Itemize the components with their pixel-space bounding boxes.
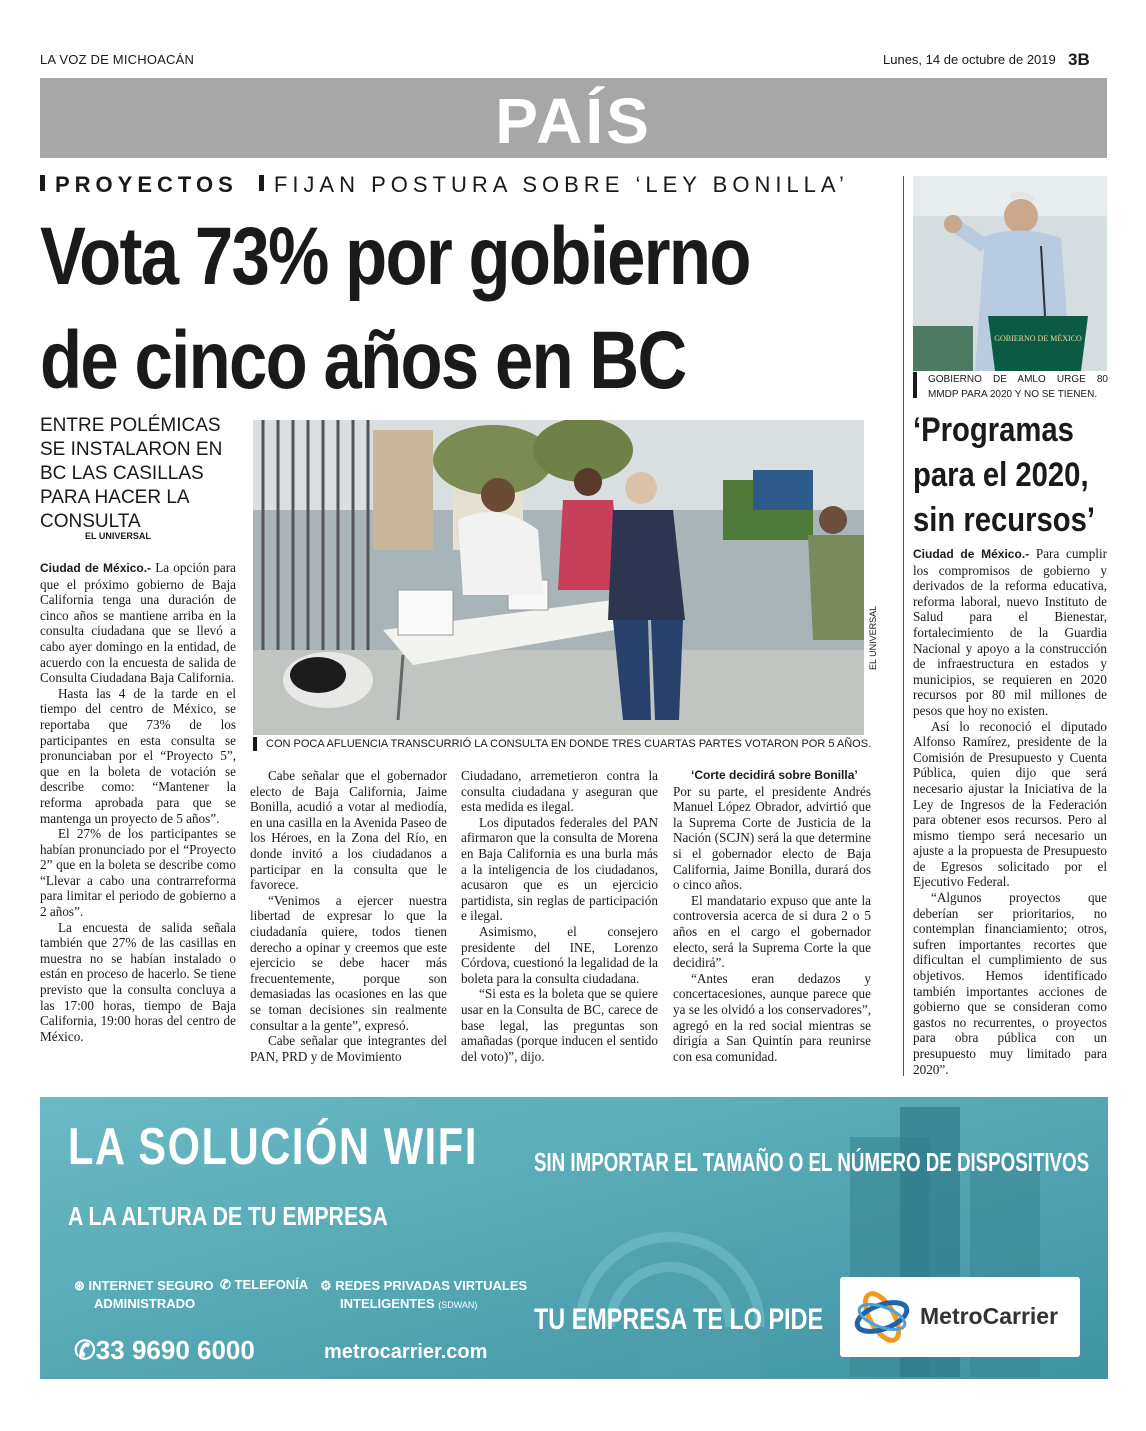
paragraph: Cabe señalar que el gobernador electo de Baja California, Jaime Bonilla, acudió a votar al mediodía, en una casilla en la Avenida Paseo de los Héroes, en la Zona del Río, en donde invitó a los ciudadanos a participar en la consulta que le favorece. [250,768,447,893]
side-photo-caption: GOBIERNO DE AMLO URGE 80 MMDP PARA 2020 Y NO SE TIENEN. [928,374,1108,400]
ad-feature-vpn: ⚙ REDES PRIVADAS VIRTUALES INTELIGENTES (SDWAN) [320,1278,528,1311]
column-divider [903,176,904,1076]
article-column-1 [40,560,236,1044]
podium-text: GOBIERNO DE MÉXICO [994,334,1082,343]
ad-brand-name: MetroCarrier [920,1303,1059,1329]
ad-phone[interactable]: ✆33 9690 6000 [74,1335,255,1365]
photo-credit: EL UNIVERSAL [868,605,878,670]
voting-scene-illustration [253,420,864,735]
kicker-bar [40,175,45,191]
article-byline: EL UNIVERSAL [85,531,151,541]
ad-tagline: SIN IMPORTAR EL TAMAÑO O EL NÚMERO DE DISPOSITIVOS [534,1147,1090,1177]
section-banner [40,78,1107,158]
paragraph: Hasta las 4 de la tarde en el tiempo del centro de México, se reportaba que 73% de los participantes en esta consulta se pronunciaban por el “Proyecto 5”, que en la boleta de votación se describe como: “Mantener la reforma aprobada para que se mantenga un proyecto de 5 años”. [40,685,236,826]
ad-cta: TU EMPRESA TE LO PIDE [534,1303,824,1336]
caption-marker [913,372,917,398]
article-kicker [40,172,849,198]
paragraph: “Antes eran dedazos y concertacesiones, aunque parece que ya se les olvidó a los conservadores”, agregó en la red social mientras se dirigía a San Quintín para reunirse con esa comunidad. [673,970,871,1064]
issue-date: Lunes, 14 de octubre de 2019 [883,52,1056,67]
side-headline [913,408,1096,543]
section-title: PAÍS [495,85,652,157]
metrocarrier-logo-icon [850,1285,914,1349]
side-headline-line-2: para el 2020, [913,456,1089,494]
ad-feature-phone: ✆ TELEFONÍA [220,1277,309,1292]
paragraph: El mandatario expuso que ante la controversia acerca de si dura 2 o 5 años en el cargo el gobernador electo, será la Suprema Corte la que decidirá”. [673,892,871,971]
page-number: 3B [1068,50,1090,69]
paragraph: Ciudad de México.- La opción para que el próximo gobierno de Baja California tenga una duración de cinco años se mantiene arriba en la consulta ciudadana que se llevó a cabo ayer domingo en la entidad, de acuerdo con la encuesta de salida de Consulta Ciudadana Baja California. [40,560,237,686]
ad-subtitle: A LA ALTURA DE TU EMPRESA [68,1201,388,1231]
headline-line-1: Vota 73% por gobierno [40,211,750,302]
paragraph: Los diputados federales del PAN afirmaron que la consulta de Morena en Baja California es una burla más a la inteligencia de los ciudadanos, acusaron que es un ejercicio partidista, sin reglas de participación e ilegal. [461,814,658,924]
article-photo [253,420,864,735]
dateline: Ciudad de México.- [913,547,1030,561]
side-photo [913,176,1107,371]
paragraph: Cabe señalar que integrantes del PAN, PRD y de Movimiento [250,1033,447,1064]
article-column-4 [673,768,871,1064]
dateline: Ciudad de México.- [40,561,152,575]
side-column [913,546,1107,1077]
ad-title: LA SOLUCIÓN WIFI [68,1118,478,1176]
network-icon: ⚙ [320,1278,332,1293]
paragraph: “Si esta es la boleta que se quiere usar en la Consulta de BC, carece de base legal, las preguntas son amañadas (porque inducen el sentido del voto)”, dijo. [461,986,658,1064]
paragraph: Ciudadano, arremetieron contra la consulta ciudadana y aseguran que esta medida es ilegal. [461,768,658,815]
ad-website-link[interactable]: metrocarrier.com [324,1341,488,1363]
speaker-at-podium-illustration [913,176,1107,371]
paragraph: Por su parte, el presidente Andrés Manuel López Obrador, advirtió que la Suprema Corte de Justicia de la Nación (SCJN) será la que determine si el gobernador electo de Baja California, Jaime Bonilla, durará dos o cinco años. [673,783,871,893]
newspaper-name: LA VOZ DE MICHOACÁN [40,52,195,67]
kicker-bar [259,175,264,191]
photo-caption: CON POCA AFLUENCIA TRANSCURRIÓ LA CONSULTA EN DONDE TRES CUARTAS PARTES VOTARON POR 5 AÑOS. [266,738,872,750]
paragraph: La encuesta de salida señala también que 27% de las casillas en muestra no se habían instalado o están en proceso de hacerlo. Se tiene previsto que la consulta concluya a las 17:00 horas, tiempo de Baja California, 19:00 horas del centro de México. [40,919,236,1044]
phone-icon: ✆ [74,1335,96,1365]
paragraph: “Venimos a ejercer nuestra libertad de expresar lo que la ciudadanía quiere, todos tienen derecho a opinar y creemos que este ejercicio se debe hacer más frecuentemente, porque son demasiadas las ocasiones en las que se toman decisiones sin realmente consultar a la gente”, expresó. [250,892,447,1033]
kicker-text: FIJAN POSTURA SOBRE ‘LEY BONILLA’ [273,172,849,197]
paragraph: Así lo reconoció el diputado Alfonso Ramírez, presidente de la Comisión de Presupuesto y Cuenta Pública, quien dijo que será necesario ajustar la Iniciativa de la Ley de Ingresos de la Federación para obtener esos recursos. Pero al mismo tiempo será necesario un ajuste a la propuesta de Presupuesto de Egresos solicitado por el Ejecutivo Federal. [913,718,1107,890]
paragraph: Ciudad de México.- Para cumplir los compromisos de gobierno y derivados de la reforma educativa, reforma laboral, nuevo Instituto de Salud para el Bienestar, fortalecimiento de la Guardia Nacional y apoyo a la construcción de infraestructura en estados y municipios, se requieren en 2020 recursos por 80 mil millones de pesos que hoy no existen. [913,546,1108,718]
kicker-tag: PROYECTOS [55,172,238,197]
shield-icon: ⊛ [74,1278,85,1293]
article-deck: ENTRE POLÉMICAS SE INSTALARON EN BC LAS CASILLAS PARA HACER LA CONSULTA [40,415,223,532]
podium-sign [994,333,1082,343]
phone-icon: ✆ [220,1277,231,1292]
ad-brand-logo-box[interactable] [840,1277,1080,1357]
headline-line-2: de cinco años en BC [40,315,686,406]
paragraph: “Algunos proyectos que deberían ser prioritarios, no contemplan financiamiento; otros, sufren importantes recortes que dificultan el cumplimiento de sus objetivos. Hemos identificado también importantes acciones de gobierno que se consideran como gastos no recurrentes, o proyectos para obra pública con un presupuesto muy limitado para 2020”. [913,890,1107,1077]
side-headline-line-3: sin recursos’ [913,501,1096,539]
paragraph: El 27% de los participantes se habían pronunciado por el “Proyecto 2” que en la boleta se describe como “Llevar a cabo una contrarreforma para limitar el periodo de gobierno a 2 años”. [40,826,236,920]
paragraph: Asimismo, el consejero presidente del INE, Lorenzo Córdova, cuestionó la legalidad de la boleta para la consulta ciudadana. [461,923,658,986]
side-headline-line-1: ‘Programas [913,411,1074,449]
article-column-3 [461,768,658,1064]
article-column-2 [250,768,447,1064]
article-headline [40,205,754,413]
advertisement-banner[interactable] [40,1097,1108,1379]
ad-feature-internet: ⊛ INTERNET SEGURO ADMINISTRADO [74,1278,214,1311]
subhead: ‘Corte decidirá sobre Bonilla’ [691,768,858,782]
caption-marker [253,737,257,751]
